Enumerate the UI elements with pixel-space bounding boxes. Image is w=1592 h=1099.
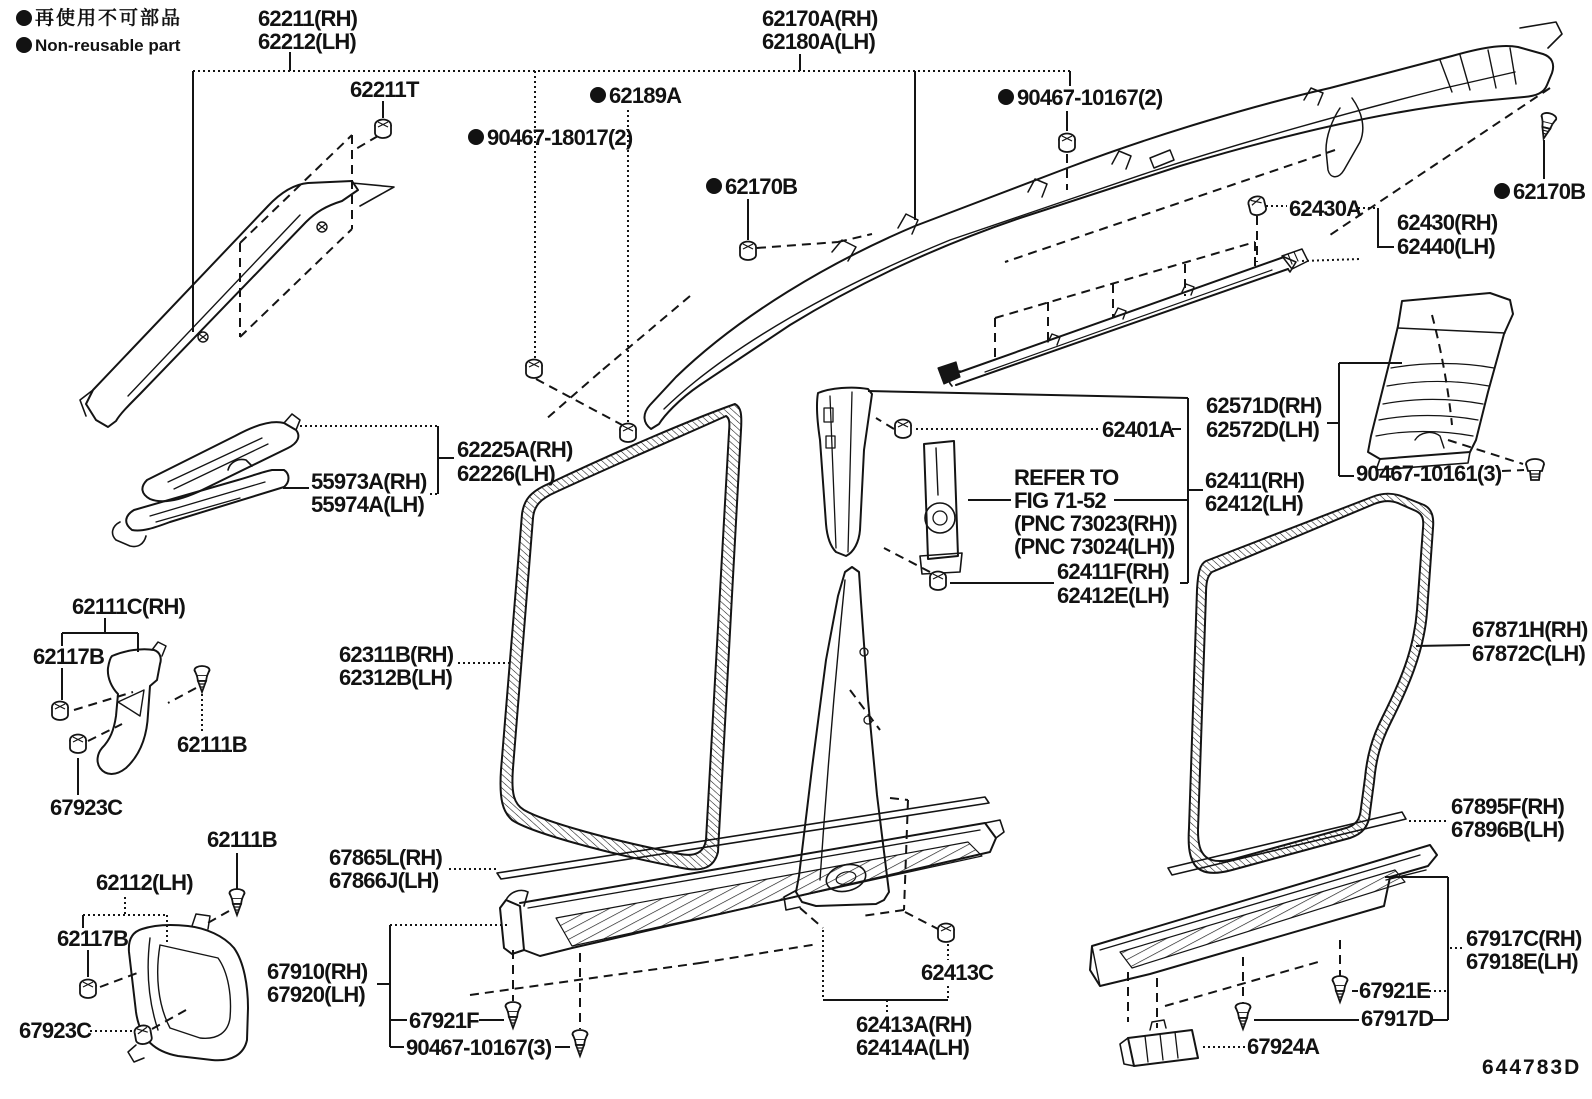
part-67872c-lh[interactable] (1472, 643, 1585, 664)
part-67920-lh[interactable] (267, 984, 365, 1005)
part-67920-lh-text: 67920(LH) (267, 982, 365, 1007)
figure-code (1482, 1057, 1581, 1078)
part-67923c-1-text: 67923C (50, 795, 123, 820)
part-67896b-lh[interactable] (1451, 819, 1564, 840)
part-62226-lh-text: 62226(LH) (457, 461, 555, 486)
part-62430a[interactable] (1289, 198, 1361, 219)
part-67895f-rh[interactable] (1451, 796, 1564, 817)
part-67917d[interactable] (1361, 1008, 1433, 1029)
non-reusable-bullet-icon (1494, 183, 1510, 199)
part-62211t-text: 62211T (350, 77, 419, 102)
part-67918e-lh-text: 67918E(LH) (1466, 949, 1578, 974)
part-67918e-lh[interactable] (1466, 951, 1578, 972)
part-62312b-lh[interactable] (339, 667, 452, 688)
part-62411f-rh-text: 62411F(RH) (1057, 559, 1169, 584)
non-reusable-bullet-icon (16, 10, 32, 26)
part-90467-10167-2-text: 90467-10167(2) (1017, 85, 1163, 110)
part-62189a[interactable] (590, 85, 681, 106)
part-62170b-right-text: 62170B (1513, 179, 1586, 204)
part-62412e-lh-text: 62412E(LH) (1057, 583, 1169, 608)
part-62401a[interactable] (1102, 419, 1174, 440)
part-62111c-rh-text: 62111C(RH) (72, 594, 186, 619)
ref-note-2-text: FIG 71-52 (1014, 488, 1106, 513)
ref-note-2 (1014, 490, 1106, 511)
part-67865l-rh[interactable] (329, 847, 442, 868)
part-62413a-rh[interactable] (856, 1014, 972, 1035)
part-62170a-rh[interactable] (762, 8, 878, 29)
part-67871h-rh[interactable] (1472, 619, 1588, 640)
non-reusable-bullet-icon (706, 178, 722, 194)
part-62412-lh-text: 62412(LH) (1205, 491, 1303, 516)
part-55973a-rh-text: 55973A(RH) (311, 469, 427, 494)
part-62117b-2-text: 62117B (57, 926, 129, 951)
part-67921e-text: 67921E (1359, 978, 1431, 1003)
part-62111b-1-text: 62111B (177, 732, 247, 757)
part-62189a-text: 62189A (609, 83, 682, 108)
part-90467-10161[interactable] (1356, 463, 1501, 484)
part-62430-rh-text: 62430(RH) (1397, 210, 1498, 235)
part-62414a-lh-text: 62414A(LH) (856, 1035, 970, 1060)
legend-jp (16, 8, 182, 29)
part-55974a-lh-text: 55974A(LH) (311, 492, 425, 517)
ref-note-1-text: REFER TO (1014, 465, 1119, 490)
part-90467-10167-3[interactable] (406, 1037, 551, 1058)
part-62572d-lh-text: 62572D(LH) (1206, 417, 1320, 442)
part-62170b-left-text: 62170B (725, 174, 798, 199)
part-90467-18017[interactable] (468, 127, 632, 148)
part-62211-rh-text: 62211(RH) (258, 6, 358, 31)
part-67917d-text: 67917D (1361, 1006, 1434, 1031)
legend-en (16, 35, 180, 56)
part-67910-rh-text: 67910(RH) (267, 959, 368, 984)
part-62112-lh[interactable] (96, 872, 193, 893)
part-62211-rh[interactable] (258, 8, 357, 29)
part-62112-lh-text: 62112(LH) (96, 870, 193, 895)
part-90467-10161-text: 90467-10161(3) (1356, 461, 1502, 486)
part-67866j-lh[interactable] (329, 870, 438, 891)
part-62440-lh-text: 62440(LH) (1397, 234, 1495, 259)
part-55974a-lh[interactable] (311, 494, 424, 515)
part-62180a-lh[interactable] (762, 31, 875, 52)
part-62117b-2[interactable] (57, 928, 128, 949)
ref-note-1 (1014, 467, 1118, 488)
part-67896b-lh-text: 67896B(LH) (1451, 817, 1565, 842)
part-62414a-lh[interactable] (856, 1037, 969, 1058)
legend-jp-text: 再使用不可部品 (35, 8, 183, 29)
part-67923c-2-text: 67923C (19, 1018, 92, 1043)
part-62413c-text: 62413C (921, 960, 994, 985)
part-62411-rh[interactable] (1205, 470, 1304, 491)
part-67917c-rh[interactable] (1466, 928, 1582, 949)
non-reusable-bullet-icon (590, 87, 606, 103)
part-67923c-2[interactable] (19, 1020, 91, 1041)
part-62212-lh[interactable] (258, 31, 356, 52)
part-90467-10167-2[interactable] (998, 87, 1162, 108)
part-67921f[interactable] (409, 1010, 479, 1031)
ref-note-3-text: (PNC 73023(RH)) (1014, 511, 1177, 536)
part-62170b-left[interactable] (706, 176, 797, 197)
part-62430-rh[interactable] (1397, 212, 1497, 233)
part-62312b-lh-text: 62312B(LH) (339, 665, 453, 690)
part-62117b-1-text: 62117B (33, 644, 105, 669)
non-reusable-bullet-icon (998, 89, 1014, 105)
part-62111b-2[interactable] (207, 829, 277, 850)
non-reusable-bullet-icon (16, 37, 32, 53)
part-67924a[interactable] (1247, 1036, 1319, 1057)
non-reusable-bullet-icon (468, 129, 484, 145)
part-62211t[interactable] (350, 79, 419, 100)
ref-note-4 (1014, 536, 1174, 557)
part-90467-10167-3-text: 90467-10167(3) (406, 1035, 552, 1060)
part-67866j-lh-text: 67866J(LH) (329, 868, 439, 893)
part-67871h-rh-text: 67871H(RH) (1472, 617, 1588, 642)
part-62413a-rh-text: 62413A(RH) (856, 1012, 972, 1037)
part-62212-lh-text: 62212(LH) (258, 29, 356, 54)
part-62412-lh[interactable] (1205, 493, 1303, 514)
part-62226-lh[interactable] (457, 463, 555, 484)
ref-note-4-text: (PNC 73024(LH)) (1014, 534, 1175, 559)
part-62225a-rh-text: 62225A(RH) (457, 437, 573, 462)
part-55973a-rh[interactable] (311, 471, 427, 492)
part-62440-lh[interactable] (1397, 236, 1495, 257)
part-67921f-text: 67921F (409, 1008, 479, 1033)
part-62401a-text: 62401A (1102, 417, 1175, 442)
part-67895f-rh-text: 67895F(RH) (1451, 794, 1565, 819)
part-62111c-rh[interactable] (72, 596, 185, 617)
part-62411-rh-text: 62411(RH) (1205, 468, 1305, 493)
legend-en-text: Non-reusable part (35, 36, 181, 55)
part-62170a-rh-text: 62170A(RH) (762, 6, 878, 31)
part-67924a-text: 67924A (1247, 1034, 1320, 1059)
part-62411f-rh[interactable] (1057, 561, 1169, 582)
part-62170b-right[interactable] (1494, 181, 1585, 202)
part-62413c[interactable] (921, 962, 993, 983)
part-62225a-rh[interactable] (457, 439, 573, 460)
part-67872c-lh-text: 67872C(LH) (1472, 641, 1586, 666)
part-62571d-rh-text: 62571D(RH) (1206, 393, 1322, 418)
part-62180a-lh-text: 62180A(LH) (762, 29, 876, 54)
figure-code-text: 644783D (1482, 1056, 1582, 1079)
part-67917c-rh-text: 67917C(RH) (1466, 926, 1582, 951)
part-67865l-rh-text: 67865L(RH) (329, 845, 443, 870)
part-62111b-2-text: 62111B (207, 827, 277, 852)
part-62117b-1[interactable] (33, 646, 104, 667)
part-62311b-rh[interactable] (339, 644, 453, 665)
part-90467-18017-text: 90467-18017(2) (487, 125, 633, 150)
part-62412e-lh[interactable] (1057, 585, 1169, 606)
ref-note-3 (1014, 513, 1177, 534)
part-62430a-text: 62430A (1289, 196, 1362, 221)
part-62571d-rh[interactable] (1206, 395, 1322, 416)
part-62311b-rh-text: 62311B(RH) (339, 642, 454, 667)
part-67910-rh[interactable] (267, 961, 367, 982)
part-67923c-1[interactable] (50, 797, 122, 818)
part-62572d-lh[interactable] (1206, 419, 1319, 440)
part-67921e[interactable] (1359, 980, 1430, 1001)
part-62111b-1[interactable] (177, 734, 247, 755)
